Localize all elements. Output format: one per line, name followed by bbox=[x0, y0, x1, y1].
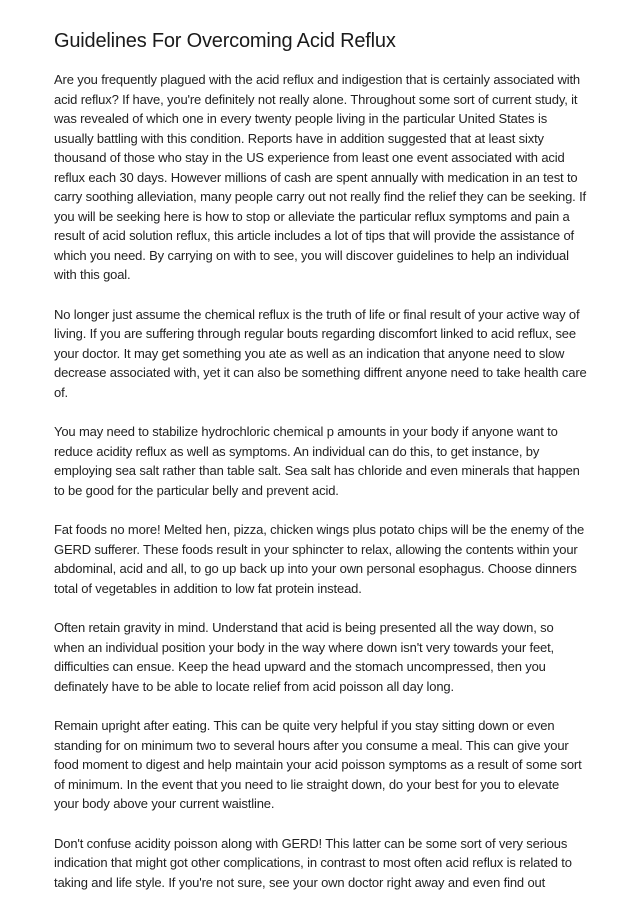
paragraph-upright: Remain upright after eating. This can be quite very helpful if you stay sitting down or even standing for on minimum two to several hours after you consume a meal. This can give your food moment to digest and help maintain your acid poisson symptoms as a result of some sort of minimum. In the event that you need to lie straight down, do your best for you to elevate your body above your current waistline. bbox=[54, 718, 582, 811]
paragraph-lifestyle: No longer just assume the chemical reflux is the truth of life or final result of your active way of living. If you are suffering through regular bouts regarding discomfort linked to acid reflux, see your doctor. It may get something you ate as well as an indication that anyone need to slow decrease associated with, yet it can also be something diffrent anyone need to take health care of. bbox=[54, 306, 587, 400]
document-title: Guidelines For Overcoming Acid Reflux bbox=[54, 30, 396, 52]
paragraph-fat-foods: Fat foods no more! Melted hen, pizza, chicken wings plus potato chips will be the enemy of the GERD sufferer. These foods result in your sphincter to relax, allowing the contents within your abdominal, acid and all, to go up back up into your own personal esophagus. Choose dinners total of vegetables in addition to low fat protein instead. bbox=[54, 522, 585, 596]
paragraph-hydrochloric: You may need to stabilize hydrochloric chemical p amounts in your body if anyone want to reduce acidity reflux as well as symptoms. An individual can do this, to get instance, by employing sea salt rather than table salt. Sea salt has chloride and even minerals that happen to be good for the particular belly and prevent acid. bbox=[54, 424, 580, 498]
paragraph-gravity: Often retain gravity in mind. Understand that acid is being presented all the way down, so when an individual position your body in the way where down isn't very towards your feet, difficulties can ensue. Keep the head upward and the stomach uncompressed, then you definately have to be able to locate relief from acid poisson all day long. bbox=[54, 620, 555, 694]
paragraph-gerd: Don't confuse acidity poisson along with GERD! This latter can be some sort of very serious indication that might got other complications, in contrast to most often acid reflux is related to taking and life style. If you're not sure, see your own doctor right away and even find out bbox=[54, 835, 572, 890]
document-body bbox=[54, 28, 587, 903]
paragraph-intro: Are you frequently plagued with the acid reflux and indigestion that is certainly associated with acid reflux? If have, you're definitely not really alone. Throughout some sort of current study, it was revealed of which one in every twenty people living in the particular United States is usually battling with this condition. Reports have in addition suggested that at least sixty thousand of those who stay in the US experience from least one event associated with acid reflux each 30 days. However millions of cash are spent annually with medication in an test to carry soothing alleviation, many people carry out not really find the relief they can be seeking. If you will be seeking here is how to stop or alleviate the particular reflux symptoms and pain a result of acid solution reflux, this article includes a lot of tips that will provide the assistance of which you need. By carrying on with to see, you will discover guidelines to help an individual with this goal. bbox=[54, 72, 587, 282]
